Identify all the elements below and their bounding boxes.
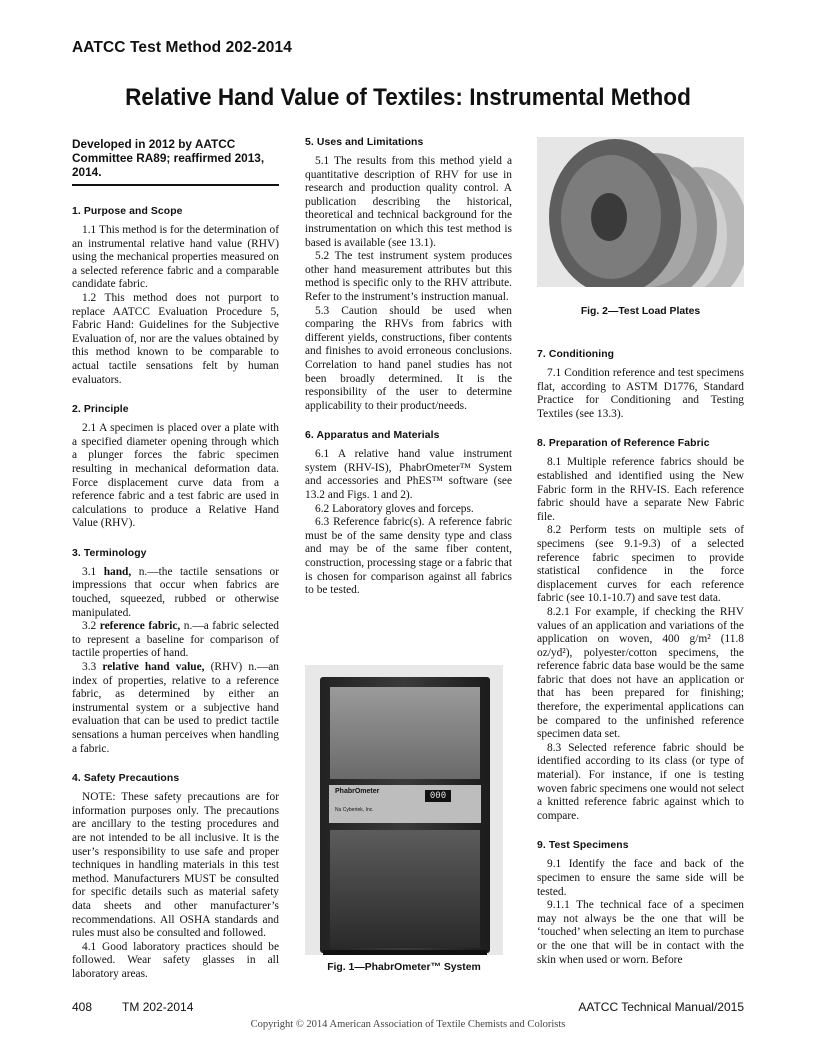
- section-heading: 1. Purpose and Scope: [72, 206, 183, 217]
- section-heading: 9. Test Specimens: [537, 840, 629, 852]
- section-heading: 6. Apparatus and Materials: [305, 430, 440, 442]
- instrument-foot: [323, 950, 487, 955]
- plate-center-hole: [591, 193, 627, 241]
- column-3: [537, 349, 744, 967]
- paragraph: 8.2 Perform tests on multiple sets of specimens (see 9.1-9.3) of a selected reference fabric specimen to provide statistical confidence in the force displacement curves for each reference fabric (see 10.1-10.7) and save test data.: [537, 524, 744, 605]
- section-heading: 7. Conditioning: [537, 349, 615, 360]
- section-heading: 2. Principle: [72, 404, 129, 416]
- section-heading: 4. Safety Precautions: [72, 773, 180, 785]
- section-heading: 5. Uses and Limitations: [305, 137, 424, 148]
- figure-1-caption: Fig. 1—PhabrOmeter™ System: [327, 962, 481, 973]
- paragraph: 4.1 Good laboratory practices should be followed. Wear safety glasses in all laboratory areas.: [72, 940, 279, 980]
- copyright-notice: Copyright © 2014 American Association of Textile Chemists and Colorists: [250, 1019, 566, 1030]
- paragraph: 6.2 Laboratory gloves and forceps.: [315, 502, 474, 515]
- figure-1-photo: [305, 665, 503, 955]
- development-note: Developed in 2012 by AATCC Committee RA89; reaffirmed 2013, 2014.: [72, 137, 279, 186]
- paragraph: 7.1 Condition reference and test specimens flat, according to ASTM D1776, Standard Practice for Conditioning and Testing Textiles (see 13.3).: [537, 367, 744, 420]
- paragraph: 6.1 A relative hand value instrument system (RHV-IS), PhabrOmeter™ System and accessories and PhES™ software (see 13.2 and Figs. 1 and 2).: [305, 448, 512, 502]
- panel-brand: PhabrOmeter: [335, 788, 380, 795]
- paragraph: 8.1 Multiple reference fabrics should be established and identified using the New Fabric form in the RHV-IS. Each reference fabric should have a separate New Fabric file.: [537, 456, 744, 523]
- instrument-panel: [329, 785, 481, 823]
- section-heading: 3. Terminology: [72, 547, 147, 559]
- footer-left: [72, 1000, 193, 1014]
- paragraph: 1.2 This method does not purport to replace AATCC Evaluation Procedure 5, Fabric Hand: Guidelines for the Subjective Evaluation of, nor are the values obtained by this method known to be comparable to actual tactile sensations felt by human evaluators.: [72, 291, 279, 386]
- footer-manual: AATCC Technical Manual/2015: [578, 1000, 744, 1014]
- load-plates-image: [537, 137, 744, 287]
- paragraph: 9.1.1 The technical face of a specimen may not always be the one that will be ‘touched’ when selecting an item to purchase or the one that will be in contact with the skin when used or worn. Before: [537, 899, 744, 966]
- column-2: [305, 137, 512, 598]
- instrument-window: [330, 687, 480, 779]
- digital-display: 000: [425, 790, 451, 802]
- instrument-base: [330, 830, 480, 948]
- method-code: TM 202-2014: [122, 1000, 194, 1014]
- paragraph: 1.1 This method is for the determination of an instrumental relative hand value (RHV) using the mechanical properties measured on a selected reference fabric and a comparable candidate fabric.: [72, 224, 279, 291]
- paragraph: 2.1 A specimen is placed over a plate with a specified diameter opening through which a plunger forces the fabric specimen resulting in mechanical deformation data. Force displacement curve data from a reference fabric and a test fabric are used in calculations to produce a Relative Hand Value (RHV).: [72, 422, 279, 530]
- paragraph: 5.3 Caution should be used when comparing the RHVs from fabrics with different yields, constructions, fiber contents and finishes to avoid erroneous conclusions. Correlation to hand panel studies has not been broadly determined. It is the responsibility of the user to determine applicability to their product/needs.: [305, 304, 512, 412]
- paragraph: 6.3 Reference fabric(s). A reference fabric must be of the same density type and class and may be of the same fiber content, construction, processing stage or a fabric that is chosen for comparison against all fabrics to be tested.: [305, 516, 512, 597]
- term-definition: 3.1 hand, n.—the tactile sensations or impressions that occur when fabrics are touched, squeezed, rubbed or otherwise manipulated.: [72, 565, 279, 619]
- section-heading: 8. Preparation of Reference Fabric: [537, 438, 710, 450]
- paragraph: 5.2 The test instrument system produces other hand measurement attributes but this method is specific only to the RHV attribute. Refer to the instrument’s instruction manual.: [305, 250, 512, 303]
- figure-2-caption: Fig. 2—Test Load Plates: [580, 306, 701, 317]
- figure-2-photo: [537, 137, 744, 287]
- paragraph: 9.1 Identify the face and back of the specimen to ensure the same side will be tested.: [537, 858, 744, 898]
- method-header: AATCC Test Method 202-2014: [72, 39, 292, 56]
- paragraph: 5.1 The results from this method yield a quantitative description of RHV for use in research and production quality control. A publication describing the historical, theoretical and technical background for the instrumentation on which this test method is based is available (see 13.1).: [305, 155, 512, 249]
- term-definition: 3.2 reference fabric, n.—a fabric selected to represent a baseline for comparison of tactile properties of hand.: [72, 620, 279, 660]
- column-1: [72, 137, 279, 982]
- term-definition: 3.3 relative hand value, (RHV) n.—an index of properties, relative to a reference fabric, as determined by either an instrumental system or a subjective hand evaluation that can be used to predict tactile sensations a human perceives when handling a fabric.: [72, 661, 280, 755]
- page-number: 408: [72, 1000, 93, 1014]
- page-title: Relative Hand Value of Textiles: Instrumental Method: [125, 84, 691, 111]
- paragraph: 8.2.1 For example, if checking the RHV values of an application and variations of the application on woven, 400 g/m² (11.8 oz/yd²), polyester/cotton specimens, the reference fabric data base would be the same fabric that does not have an application or that has been prepared for finishing; therefore, the experimental applications can be compared to the unfinished reference specimen data set.: [537, 605, 744, 741]
- safety-note: NOTE: These safety precautions are for information purposes only. The precautions are ancillary to the testing procedures and are not intended to be all inclusive. It is the user’s responsibility to use safe and proper techniques in handling materials in this test method. Manufacturers MUST be consulted for specific details such as material safety data sheets and other manufacturer’s recommendations. All OSHA standards and rules must also be consulted and followed.: [72, 791, 279, 940]
- paragraph: 8.3 Selected reference fabric should be identified according to its class (or type of material). For instance, if one is testing woven fabric specimens one would not select a knitted reference fabric against which to compare.: [537, 741, 744, 822]
- panel-maker: Nu Cybertek, Inc.: [335, 807, 374, 813]
